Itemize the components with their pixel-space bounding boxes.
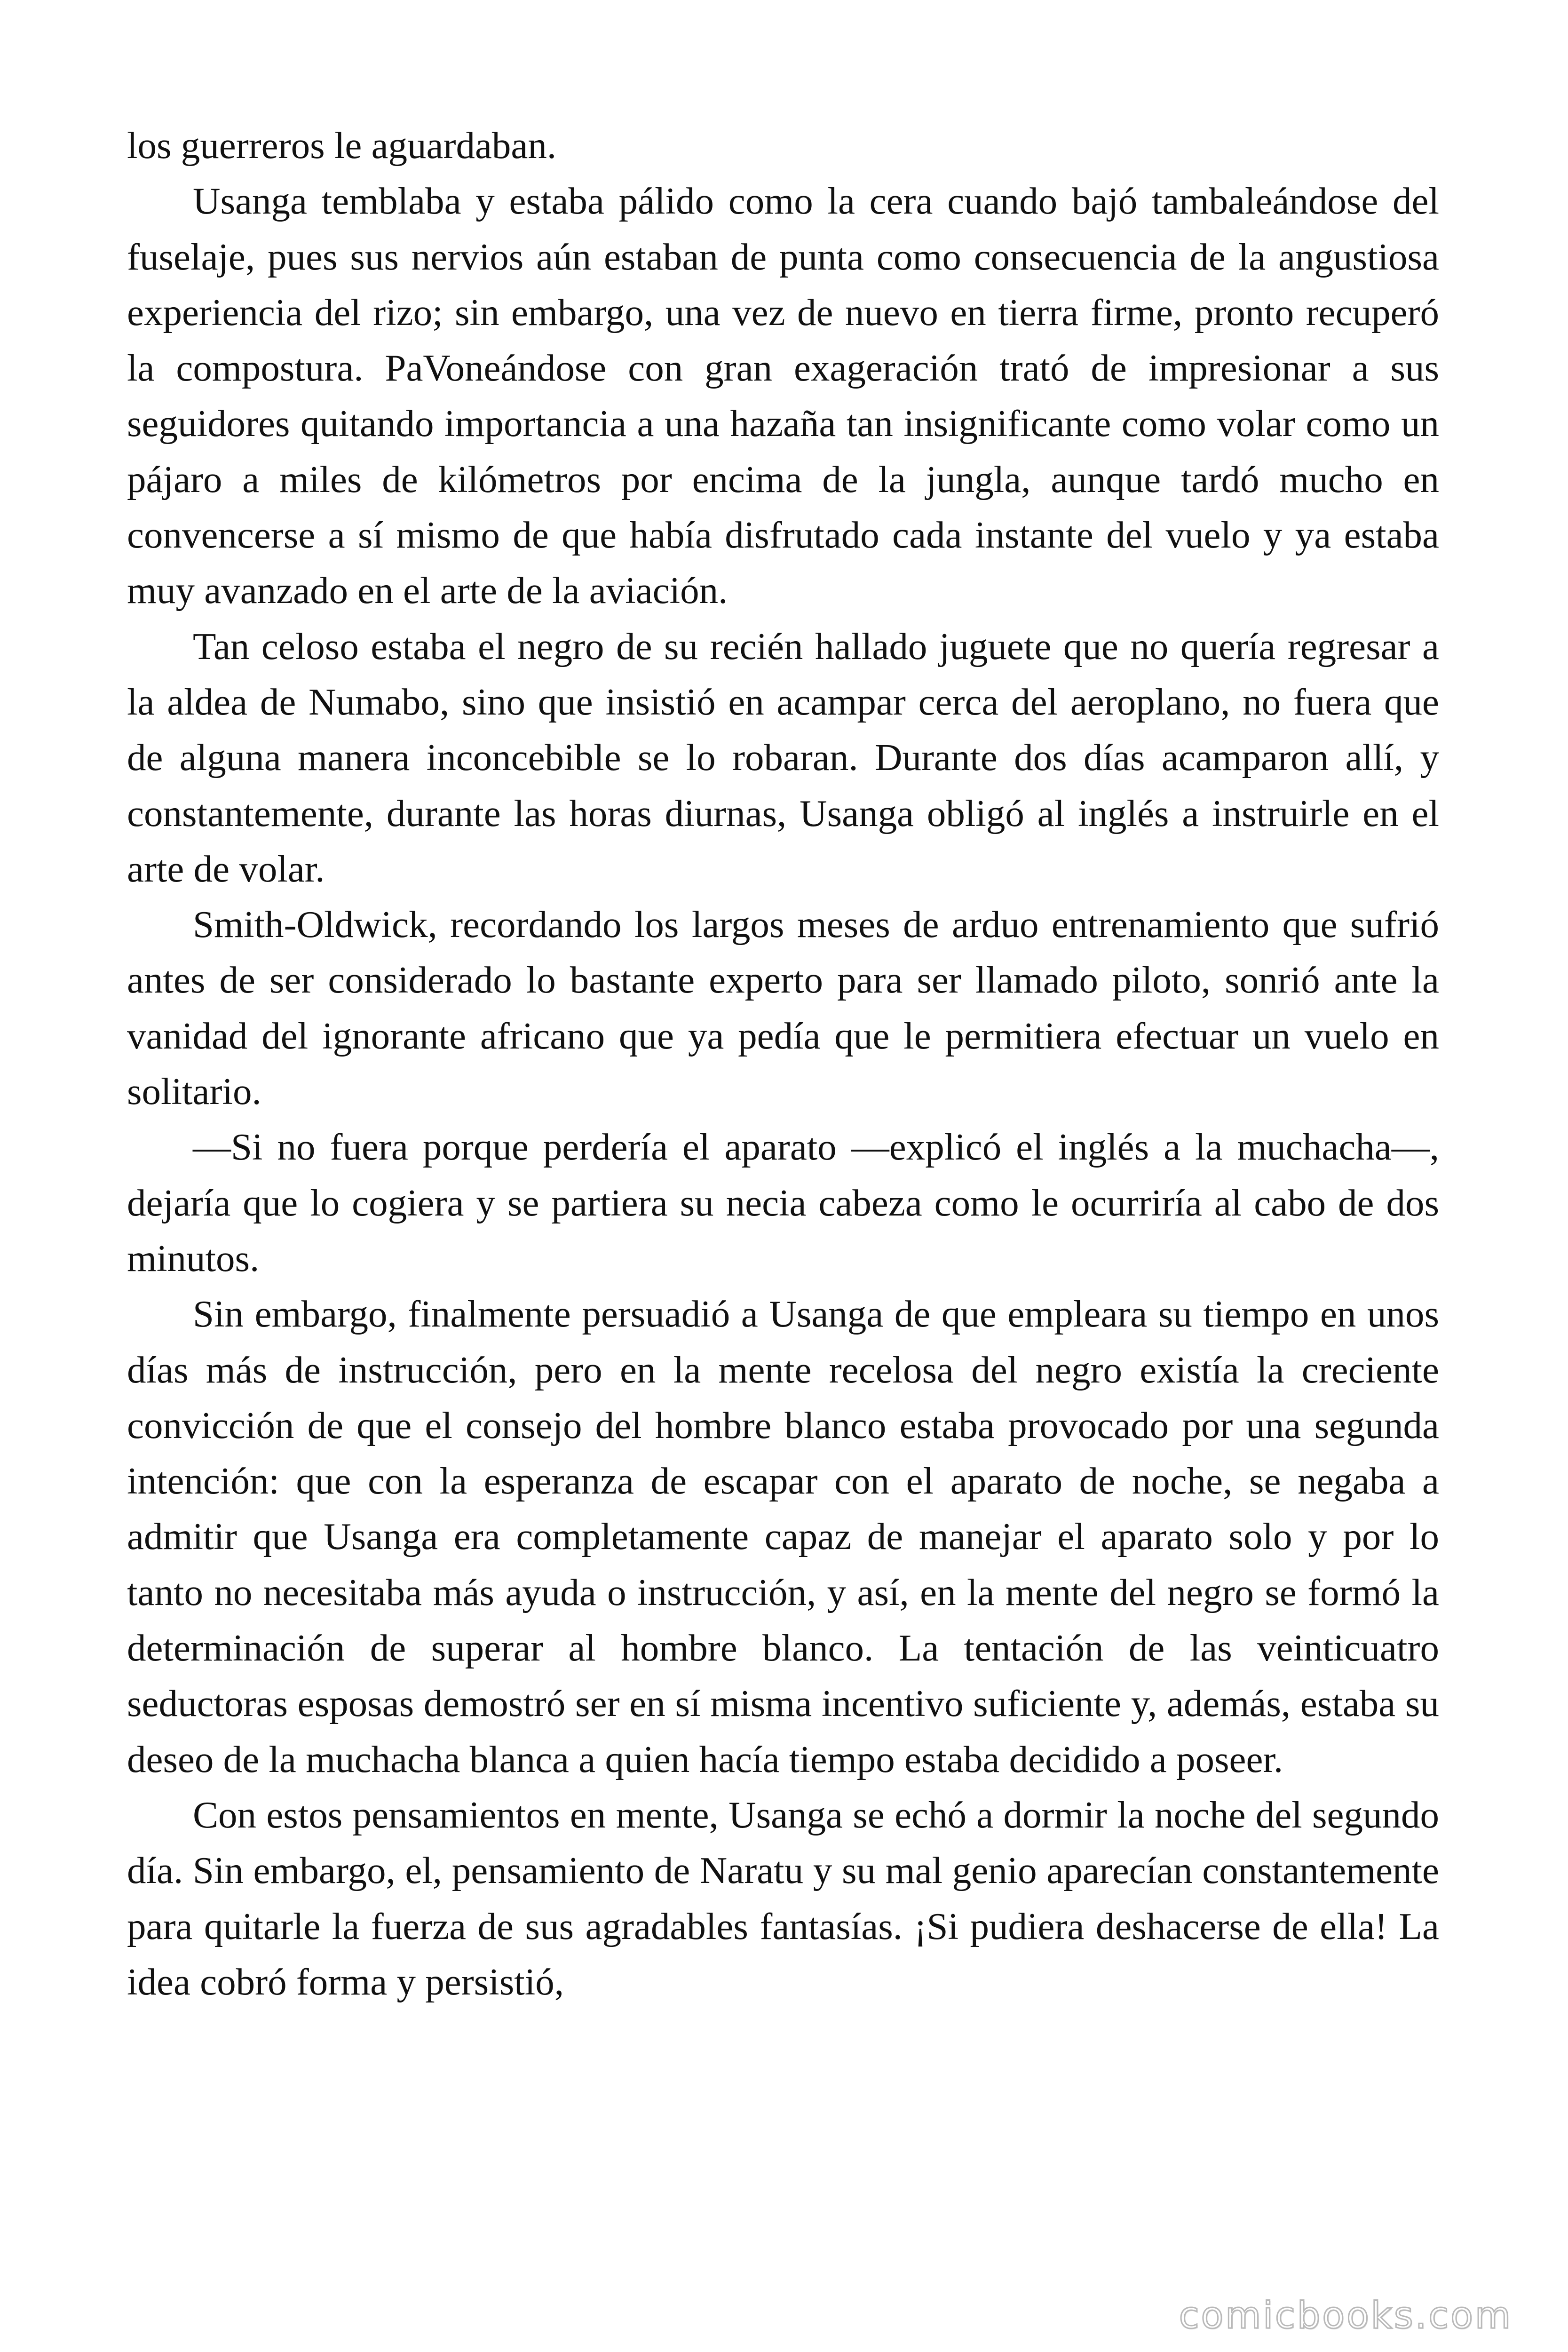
paragraph-dialogue: —Si no fuera porque perdería el aparato —explicó el inglés a la muchacha—, dejaría que lo cogiera y se partiera su necia cabeza como le ocurriría al cabo de dos minutos. [127, 1126, 1439, 1279]
paragraph-smith-oldwick: Smith-Oldwick, recordando los largos meses de arduo entrenamiento que sufrió antes de ser considerado lo bastante experto para ser llamado piloto, sonrió ante la vanidad del ignorante africano que ya pedía que le permitiera efectuar un vuelo en solitario. [127, 903, 1439, 1113]
paragraph-persuaded: Sin embargo, finalmente persuadió a Usanga de que empleara su tiempo en unos días más de instrucción, pero en la mente recelosa del negro existía la creciente convicción de que el consejo del hombre blanco estaba provocado por una segunda intención: que con la esperanza de escapar con el aparato de noche, se negaba a admitir que Usanga era completamente capaz de manejar el aparato solo y por lo tanto no necesitaba más ayuda o instrucción, y así, en la mente del negro se formó la determinación de superar al hombre blanco. La tentación de las veinticuatro seductoras esposas demostró ser en sí misma incentivo suficiente y, además, estaba su deseo de la muchacha blanca a quien hacía tiempo estaba decidido a poseer. [127, 1293, 1439, 1780]
book-page-text [127, 118, 1439, 2272]
paragraph-continuation: los guerreros le aguardaban. [127, 124, 557, 167]
paragraph-usanga-trembling: Usanga temblaba y estaba pálido como la cera cuando bajó tambaleándose del fuselaje, pues sus nervios aún estaban de punta como consecuencia de la angustiosa experiencia del rizo; sin embargo, una vez de nuevo en tierra firme, pronto recuperó la compostura. PaVoneándose con gran exageración trató de impresionar a sus seguidores quitando importancia a una hazaña tan insignificante como volar como un pájaro a miles de kilómetros por encima de la jungla, aunque tardó mucho en convencerse a sí mismo de que había disfrutado cada instante del vuelo y ya estaba muy avanzado en el arte de la aviación. [127, 180, 1439, 612]
paragraph-with-these-thoughts: Con estos pensamientos en mente, Usanga se echó a dormir la noche del segundo día. Sin embargo, el, pensamiento de Naratu y su mal genio aparecían constantemente para quitarle la fuerza de sus agradables fantasías. ¡Si pudiera deshacerse de ella! La idea cobró forma y persistió, [127, 1793, 1439, 2003]
paragraph-jealous-of-toy: Tan celoso estaba el negro de su recién hallado juguete que no quería regresar a la aldea de Numabo, sino que insistió en acampar cerca del aeroplano, no fuera que de alguna manera inconcebible se lo robaran. Durante dos días acamparon allí, y constantemente, durante las horas diurnas, Usanga obligó al inglés a instruirle en el arte de volar. [127, 625, 1439, 890]
site-watermark: comicbooks.com [1179, 2295, 1513, 2337]
